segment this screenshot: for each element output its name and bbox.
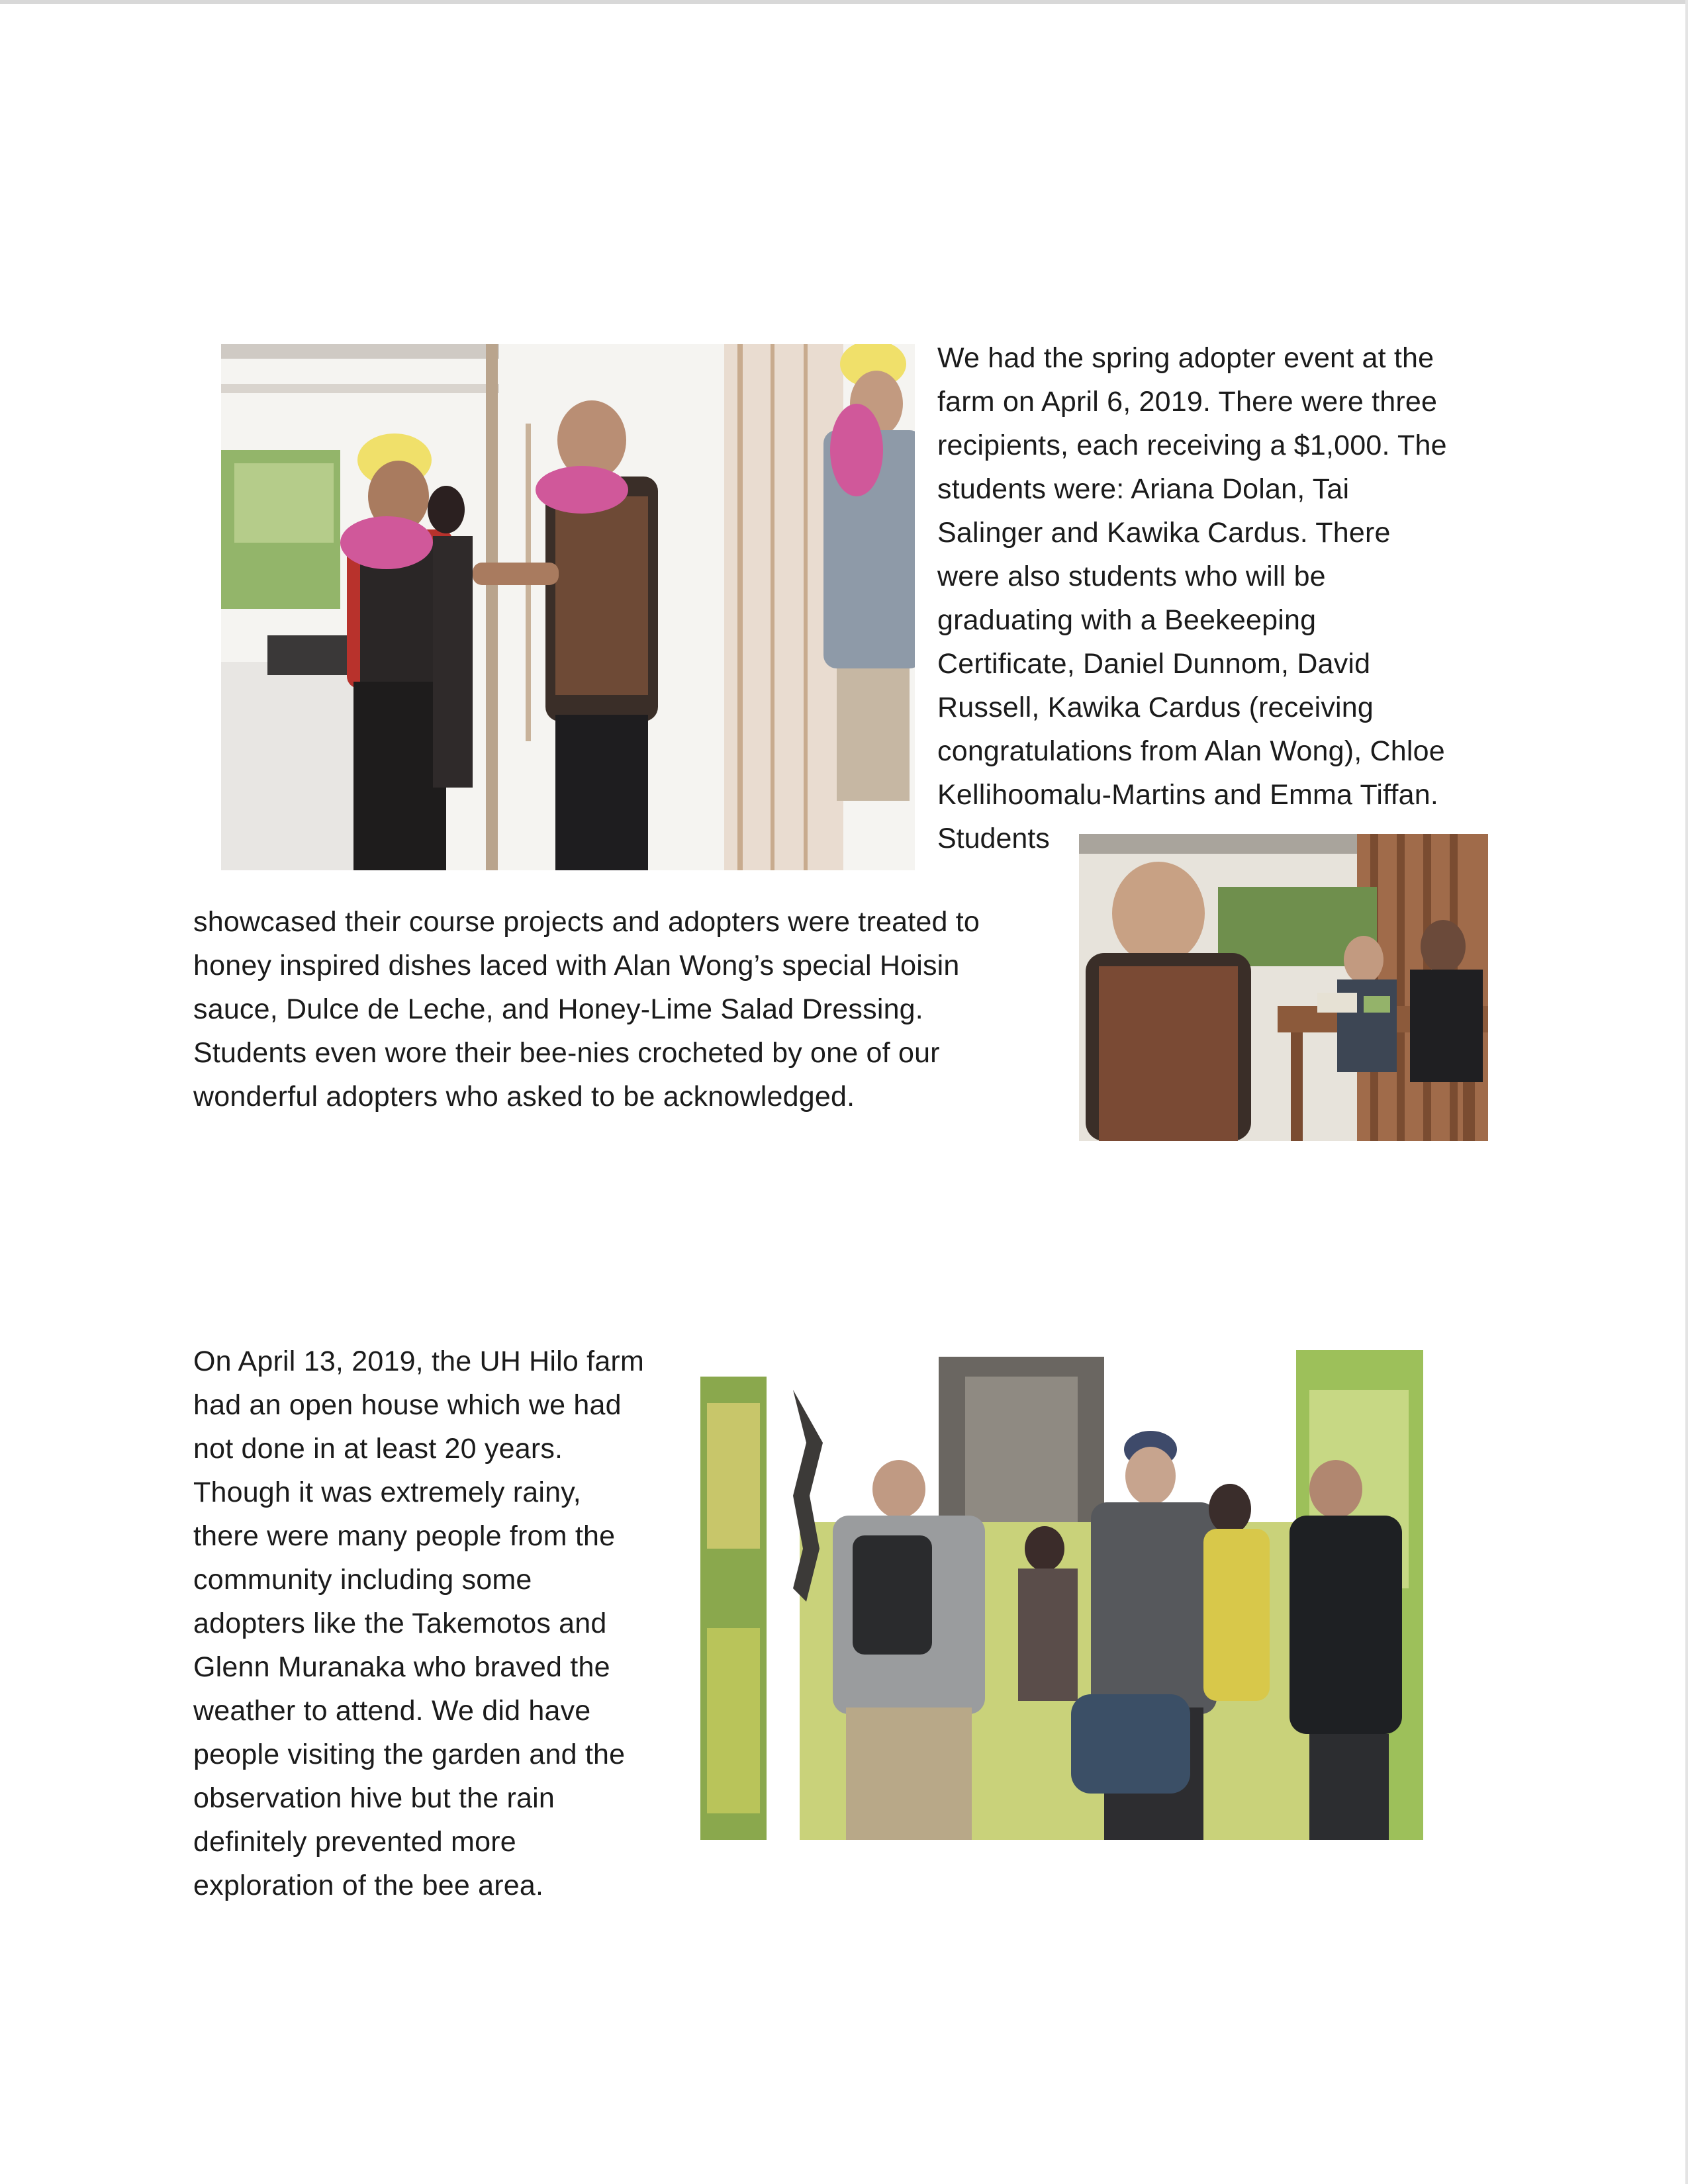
photo-open-house	[700, 1350, 1423, 1840]
open-house-paragraph: On April 13, 2019, the UH Hilo farm had an open house which we had not done in at least 20 years. Though it was extremely rainy, there were many people from the community including some adopters like the Takemotos and Glenn Muranaka who braved the weather to attend. We did have people visiting the garden and the observation hive but the rain definitely prevented more exploration of the bee area.	[193, 1345, 644, 1901]
photo-serving-table	[1079, 834, 1488, 1141]
spring-event-paragraph-top: We had the spring adopter event at the farm on April 6, 2019. There were three recipients, each receiving a $1,000. The students were: Ariana Dolan, Tai Salinger and Kawika Cardus. There were also students who will be graduating with a Beekeeping Certificate, Daniel Dunnom, David Russell, Kawika Cardus (receiving congratulations from Alan Wong), Chloe Kellihoomalu-Martins and Emma Tiffan.	[937, 342, 1447, 811]
spring-event-paragraph-bottom: showcased their course projects and adopters were treated to honey inspired dishes laced with Alan Wong’s special Hoisin sauce, Dulce de Leche, and Honey-Lime Salad Dressing. Students even wore their bee-nies crocheted by one of our wonderful adopters who asked to be acknowledged.	[193, 906, 980, 1113]
scan-edge-top	[0, 0, 1688, 4]
photo-handshake	[221, 344, 915, 870]
spring-event-paragraph-word: Students	[937, 823, 1050, 854]
scan-edge-right	[1685, 0, 1688, 2184]
